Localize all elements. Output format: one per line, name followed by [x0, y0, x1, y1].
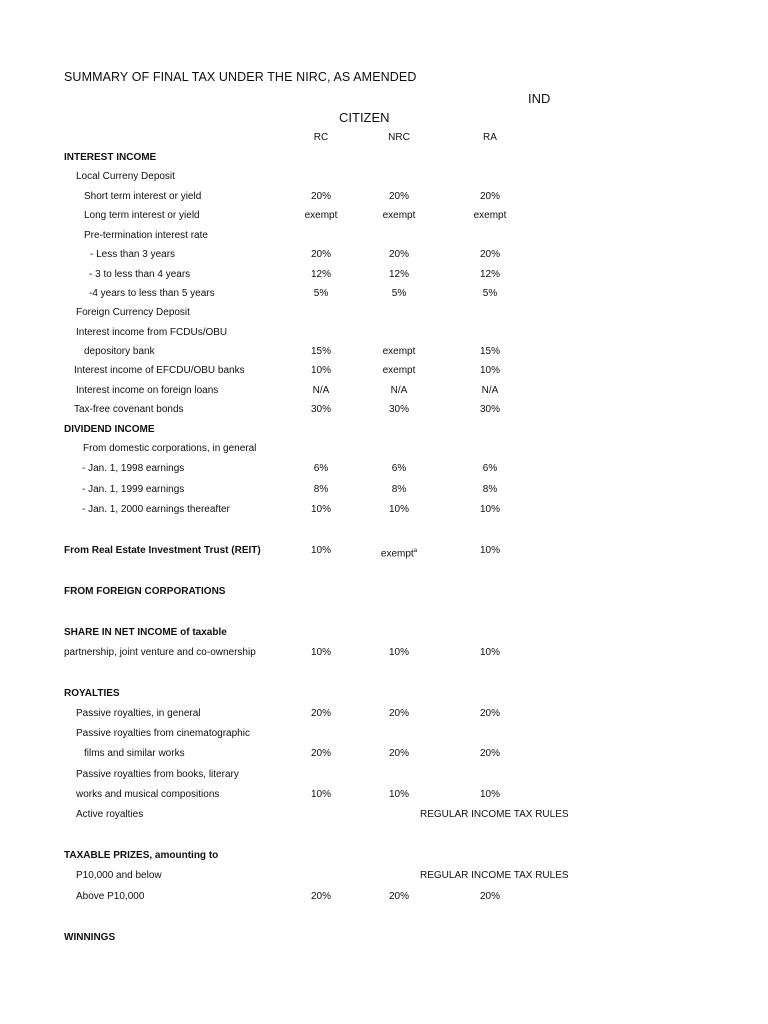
table-row: [0, 381, 546, 401]
cell-rc: [281, 704, 361, 724]
cell-value: 20%: [479, 891, 500, 902]
table-row: [0, 459, 546, 479]
cell-value: 30%: [479, 404, 500, 415]
row-label: Interest income of EFCDU/OBU banks: [74, 365, 245, 376]
individual-group-header: IND: [528, 91, 551, 106]
cell-value: 10%: [479, 504, 500, 515]
table-row: [0, 284, 546, 304]
cell-nrc: [359, 187, 439, 207]
cell-ra: [450, 265, 530, 285]
cell-value: 20%: [310, 191, 331, 202]
cell-rc: [281, 265, 361, 285]
cell-value: 30%: [388, 404, 409, 415]
row-label: SHARE IN NET INCOME of taxable: [64, 627, 227, 638]
cell-rc: [281, 887, 361, 907]
table-row: [0, 226, 546, 246]
table-row: [0, 724, 546, 744]
cell-rc: [281, 785, 361, 805]
cell-rc: [281, 206, 361, 226]
row-label: Interest income on foreign loans: [76, 385, 219, 396]
row-label: Local Curreny Deposit: [76, 171, 175, 182]
table-row: [0, 765, 546, 785]
cell-rc: [281, 480, 361, 500]
cell-value: 20%: [388, 249, 409, 260]
cell-value: 15%: [310, 346, 331, 357]
cell-value: 30%: [310, 404, 331, 415]
merged-cell-note: REGULAR INCOME TAX RULES: [420, 870, 569, 881]
table-row: [0, 439, 546, 459]
table-row: [0, 928, 546, 948]
cell-value: 10%: [479, 545, 500, 556]
cell-value: exempt: [382, 365, 416, 376]
row-label: FROM FOREIGN CORPORATIONS: [64, 586, 226, 597]
row-label: Active royalties: [76, 809, 144, 820]
cell-value: exempt: [382, 210, 416, 221]
cell-ra: [450, 245, 530, 265]
cell-rc: [281, 744, 361, 764]
row-label: DIVIDEND INCOME: [64, 424, 155, 435]
table-row: [0, 480, 546, 500]
row-label: P10,000 and below: [76, 870, 162, 881]
table-row: [0, 500, 546, 520]
cell-value: 20%: [479, 191, 500, 202]
cell-nrc: [359, 284, 439, 304]
cell-rc: [281, 361, 361, 381]
cell-value: 10%: [388, 504, 409, 515]
table-row: [0, 303, 546, 323]
table-row: [0, 245, 546, 265]
cell-value: 20%: [479, 708, 500, 719]
table-row: [0, 148, 546, 168]
cell-value: 6%: [313, 463, 329, 474]
row-label: Short term interest or yield: [84, 191, 202, 202]
row-label: Long term interest or yield: [84, 210, 200, 221]
table-row: [0, 323, 546, 343]
cell-ra: [450, 284, 530, 304]
cell-rc: [281, 500, 361, 520]
cell-ra: [450, 381, 530, 401]
cell-ra: [450, 744, 530, 764]
cell-nrc: [359, 400, 439, 420]
cell-value: 10%: [479, 789, 500, 800]
cell-value: 6%: [482, 463, 498, 474]
cell-ra: [450, 704, 530, 724]
row-label: From domestic corporations, in general: [83, 443, 257, 454]
cell-ra: [450, 500, 530, 520]
cell-value: 10%: [310, 789, 331, 800]
row-label: ROYALTIES: [64, 688, 120, 699]
cell-nrc: [359, 381, 439, 401]
cell-nrc: [359, 480, 439, 500]
column-header-nrc: NRC: [388, 132, 410, 143]
cell-value: exempt: [382, 346, 416, 357]
cell-rc: [281, 643, 361, 663]
cell-value: 10%: [388, 647, 409, 658]
merged-cell-note: REGULAR INCOME TAX RULES: [420, 809, 569, 820]
row-label: Interest income from FCDUs/OBU: [76, 327, 228, 338]
cell-ra: [450, 541, 530, 561]
cell-value: 20%: [310, 891, 331, 902]
table-row: [0, 420, 546, 440]
table-row: [0, 265, 546, 285]
cell-rc: [281, 245, 361, 265]
column-header-ra: RA: [483, 132, 497, 143]
row-label: - Jan. 1, 1998 earnings: [82, 463, 185, 474]
cell-ra: [450, 400, 530, 420]
cell-nrc: [359, 541, 439, 564]
row-label: Pre-termination interest rate: [84, 230, 208, 241]
table-row: [0, 805, 569, 825]
cell-value: 20%: [310, 708, 331, 719]
row-label: Passive royalties from cinematographic: [76, 728, 250, 739]
table-row: [0, 400, 546, 420]
row-label: TAXABLE PRIZES, amounting to: [64, 850, 219, 861]
cell-value: exempt: [473, 210, 507, 221]
table-row: [0, 846, 546, 866]
cell-value: 10%: [310, 545, 331, 556]
cell-rc: [281, 284, 361, 304]
row-label: - Jan. 1, 2000 earnings thereafter: [82, 504, 230, 515]
cell-value: 8%: [313, 484, 329, 495]
cell-value: N/A: [312, 385, 330, 396]
cell-nrc: [359, 245, 439, 265]
cell-value: 8%: [391, 484, 407, 495]
cell-nrc: [359, 500, 439, 520]
cell-value: 20%: [388, 191, 409, 202]
column-header-rc: RC: [313, 132, 329, 143]
row-label: partnership, joint venture and co-ownership: [64, 647, 256, 658]
cell-nrc: [359, 704, 439, 724]
cell-ra: [450, 206, 530, 226]
table-row: [0, 361, 546, 381]
cell-ra: [450, 480, 530, 500]
row-label: Passive royalties, in general: [76, 708, 201, 719]
cell-value: 10%: [479, 365, 500, 376]
citizen-subgroup-header: CITIZEN: [339, 110, 390, 125]
cell-nrc: [359, 459, 439, 479]
cell-ra: [450, 887, 530, 907]
table-row: [0, 187, 546, 207]
table-row: [0, 704, 546, 724]
cell-value: 5%: [391, 288, 407, 299]
table-row: [0, 582, 546, 602]
cell-value: 10%: [310, 504, 331, 515]
row-label: - Jan. 1, 1999 earnings: [82, 484, 185, 495]
cell-nrc: [359, 206, 439, 226]
cell-value: N/A: [481, 385, 499, 396]
table-row: [0, 866, 569, 886]
row-label: films and similar works: [84, 748, 185, 759]
cell-value: 12%: [310, 269, 331, 280]
row-label: From Real Estate Investment Trust (REIT): [64, 545, 261, 556]
cell-rc: [281, 342, 361, 362]
cell-value: 20%: [388, 748, 409, 759]
cell-value: 10%: [388, 789, 409, 800]
cell-value: 10%: [310, 647, 331, 658]
row-label: -4 years to less than 5 years: [89, 288, 215, 299]
cell-nrc: [359, 744, 439, 764]
cell-value: 10%: [479, 647, 500, 658]
table-row: [0, 887, 546, 907]
row-label: Above P10,000: [76, 891, 145, 902]
row-label: - 3 to less than 4 years: [89, 269, 191, 280]
cell-value: 20%: [310, 748, 331, 759]
cell-rc: [281, 541, 361, 561]
cell-value: 20%: [388, 708, 409, 719]
row-label: Passive royalties from books, literary: [76, 769, 239, 780]
cell-nrc: [359, 342, 439, 362]
cell-ra: [450, 187, 530, 207]
table-row: [0, 643, 546, 663]
cell-value: exempt: [304, 210, 338, 221]
row-label: WINNINGS: [64, 932, 116, 943]
row-label: Foreign Currency Deposit: [76, 307, 190, 318]
cell-rc: [281, 381, 361, 401]
cell-value: 5%: [313, 288, 329, 299]
cell-rc: [281, 187, 361, 207]
cell-ra: [450, 342, 530, 362]
table-row: [0, 206, 546, 226]
row-label: works and musical compositions: [76, 789, 220, 800]
table-row: [0, 623, 546, 643]
cell-ra: [450, 643, 530, 663]
row-label: Tax-free covenant bonds: [74, 404, 184, 415]
table-row: [0, 167, 546, 187]
cell-ra: [450, 459, 530, 479]
footnote-marker: a: [413, 548, 418, 554]
cell-rc: [281, 459, 361, 479]
cell-nrc: [359, 265, 439, 285]
row-label: INTEREST INCOME: [64, 152, 157, 163]
cell-rc: [281, 400, 361, 420]
cell-value: exempt: [380, 548, 414, 560]
cell-nrc: [359, 643, 439, 663]
table-row: [0, 541, 546, 561]
cell-nrc: [359, 785, 439, 805]
cell-nrc: [359, 361, 439, 381]
cell-value: 20%: [479, 748, 500, 759]
table-row: [0, 785, 546, 805]
table-row: [0, 342, 546, 362]
row-label: depository bank: [84, 346, 155, 357]
cell-value: 12%: [388, 269, 409, 280]
cell-value: 10%: [310, 365, 331, 376]
cell-value: 15%: [479, 346, 500, 357]
cell-nrc: [359, 887, 439, 907]
cell-value: N/A: [390, 385, 408, 396]
row-label: - Less than 3 years: [90, 249, 176, 260]
cell-value: 5%: [482, 288, 498, 299]
cell-value: 12%: [479, 269, 500, 280]
cell-value: 8%: [482, 484, 498, 495]
cell-value: 20%: [388, 891, 409, 902]
cell-ra: [450, 785, 530, 805]
table-row: [0, 744, 546, 764]
cell-value: 6%: [391, 463, 407, 474]
document-title: SUMMARY OF FINAL TAX UNDER THE NIRC, AS AMENDED: [64, 70, 417, 84]
cell-value: 20%: [479, 249, 500, 260]
table-row: [0, 684, 546, 704]
cell-ra: [450, 361, 530, 381]
cell-value: 20%: [310, 249, 331, 260]
